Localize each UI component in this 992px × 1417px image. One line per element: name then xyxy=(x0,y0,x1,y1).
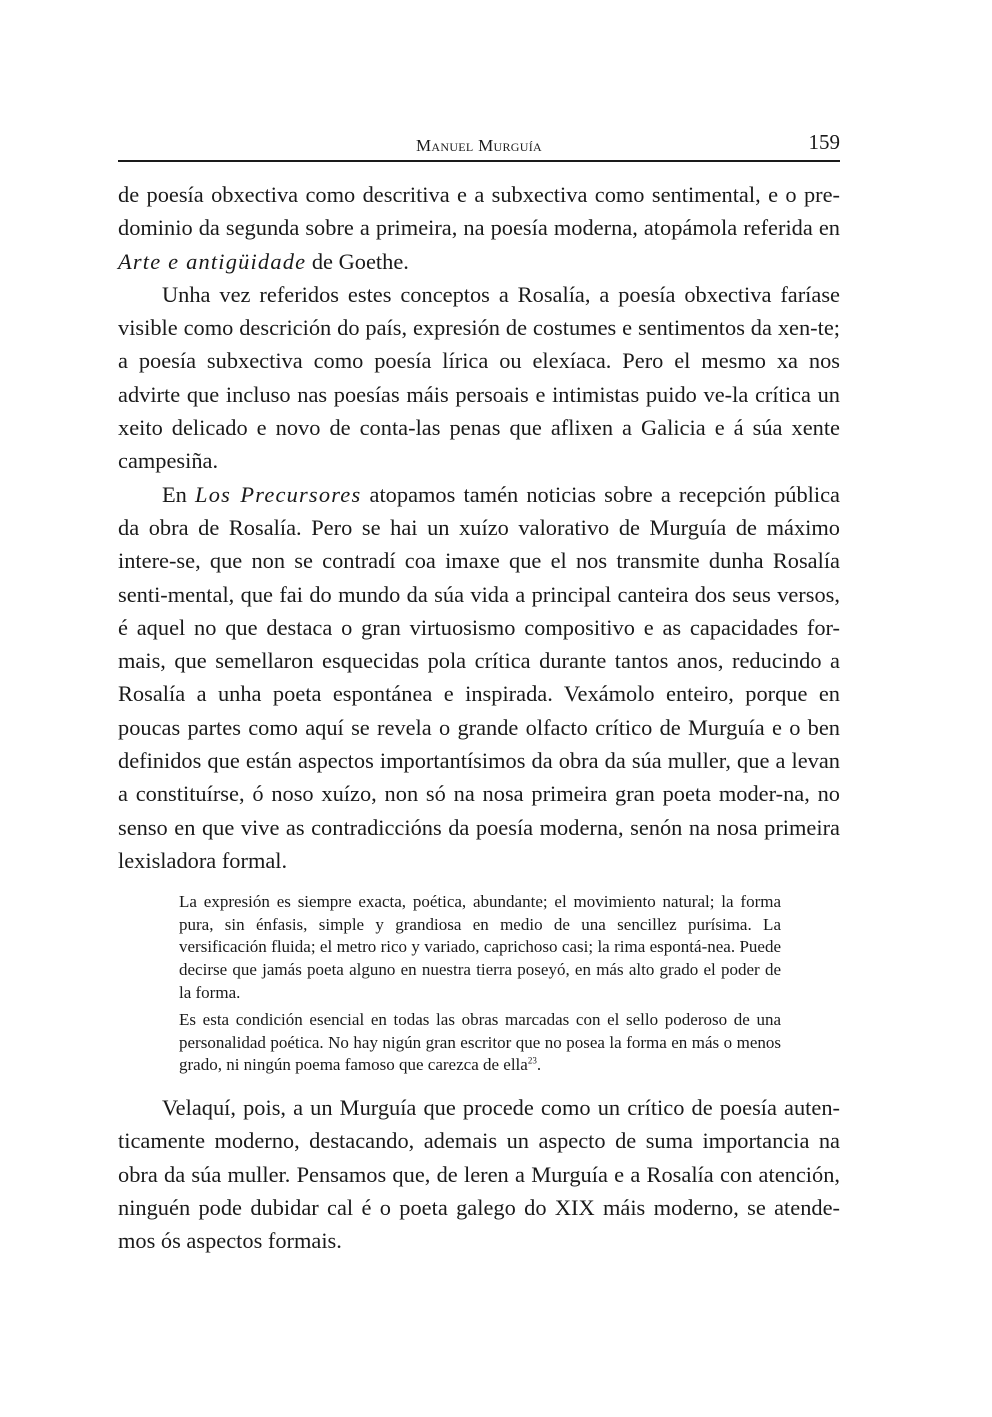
book-title-los-precursores: Los Precursores xyxy=(195,481,362,507)
book-title-arte-e-antiguidade: Arte e antigüidade xyxy=(118,248,307,274)
quote-paragraph-2 xyxy=(179,1009,781,1077)
paragraph-1 xyxy=(118,178,840,278)
quote-paragraph-2-text: Es esta condición esencial en todas las obras marcadas con el sello poderoso de una personalidad poética. No hay nigún gran escritor que no posea la forma en más o menos grado, ni ningún poema famoso que carezca de ella xyxy=(179,1010,781,1075)
paragraph-3-text: En xyxy=(162,481,196,507)
paragraph-1-text-end: de Goethe. xyxy=(306,248,409,274)
paragraph-3 xyxy=(118,478,840,878)
paragraph-1-text: de poesía obxectiva como descritiva e a subxectiva como sentimental, e o pre-dominio da segunda sobre a primeira, na poesía moderna, atopámola referida en xyxy=(118,182,840,241)
header-rule xyxy=(118,160,840,162)
running-title: Manuel Murguía xyxy=(415,136,542,155)
running-head xyxy=(118,130,840,158)
quote-paragraph-2-end: . xyxy=(536,1055,542,1075)
page-number: 159 xyxy=(808,130,840,154)
body-text xyxy=(118,178,840,1257)
paragraph-3-text-end: atopamos tamén noticias sobre a recepción pública da obra de Rosalía. Pero se hai un xuízo valorativo de Murguía de máximo intere-se, que non se contradí coa imaxe que el nos transmite dunha Rosalía senti-mental, que fai do mundo da súa vida a principal canteira dos seus versos, é aquel no que destaca o gran virtuosismo compositivo e as capacidades for-mais, que semellaron esquecidas pola crítica durante tantos anos, reducindo a Rosalía a unha poeta espontánea e inspirada. Vexámolo enteiro, porque en poucas partes como aquí se revela o grande olfacto crítico de Murguía e o ben definidos que están aspectos importantísimos da obra da súa muller, que a levan a constituírse, ó noso xuízo, non só na nosa primeira gran poeta moder-na, no senso en que vive as contradiccións da poesía moderna, senón na nosa primeira lexisladora formal. xyxy=(118,481,840,873)
paragraph-4: Velaquí, pois, a un Murguía que procede como un crítico de poesía auten-ticamente moderno, destacando, ademais un aspecto de suma importancia na obra da súa muller. Pensamos que, de leren a Murguía e a Rosalía con atención, ninguén pode dubidar cal é o poeta galego do XIX máis moderno, se atende-mos ós aspectos formais. xyxy=(118,1094,840,1254)
quote-paragraph-1: La expresión es siempre exacta, poética, abundante; el movimiento natural; la forma pura, sin énfasis, simple y grandiosa en medio de una sencillez purísima. La versificación fluida; el metro rico y variado, caprichoso casi; la rima espontá-nea. Puede decirse que jamás poeta alguno en nuestra tierra poseyó, en más alto grado el poder de la forma. xyxy=(179,892,781,1002)
block-quote xyxy=(179,891,781,1077)
book-page xyxy=(118,0,840,1417)
footnote-reference[interactable]: 23 xyxy=(527,1055,537,1066)
paragraph-2: Unha vez referidos estes conceptos a Rosalía, a poesía obxectiva faríase visible como descrición do país, expresión de costumes e sentimentos da xen-te; a poesía subxectiva como poesía lírica ou elexíaca. Pero el mesmo xa nos advirte que incluso nas poesías máis persoais e intimistas puido ve-la crítica un xeito delicado e novo de conta-las penas que aflixen a Galicia e á súa xente campesiña. xyxy=(118,281,840,474)
